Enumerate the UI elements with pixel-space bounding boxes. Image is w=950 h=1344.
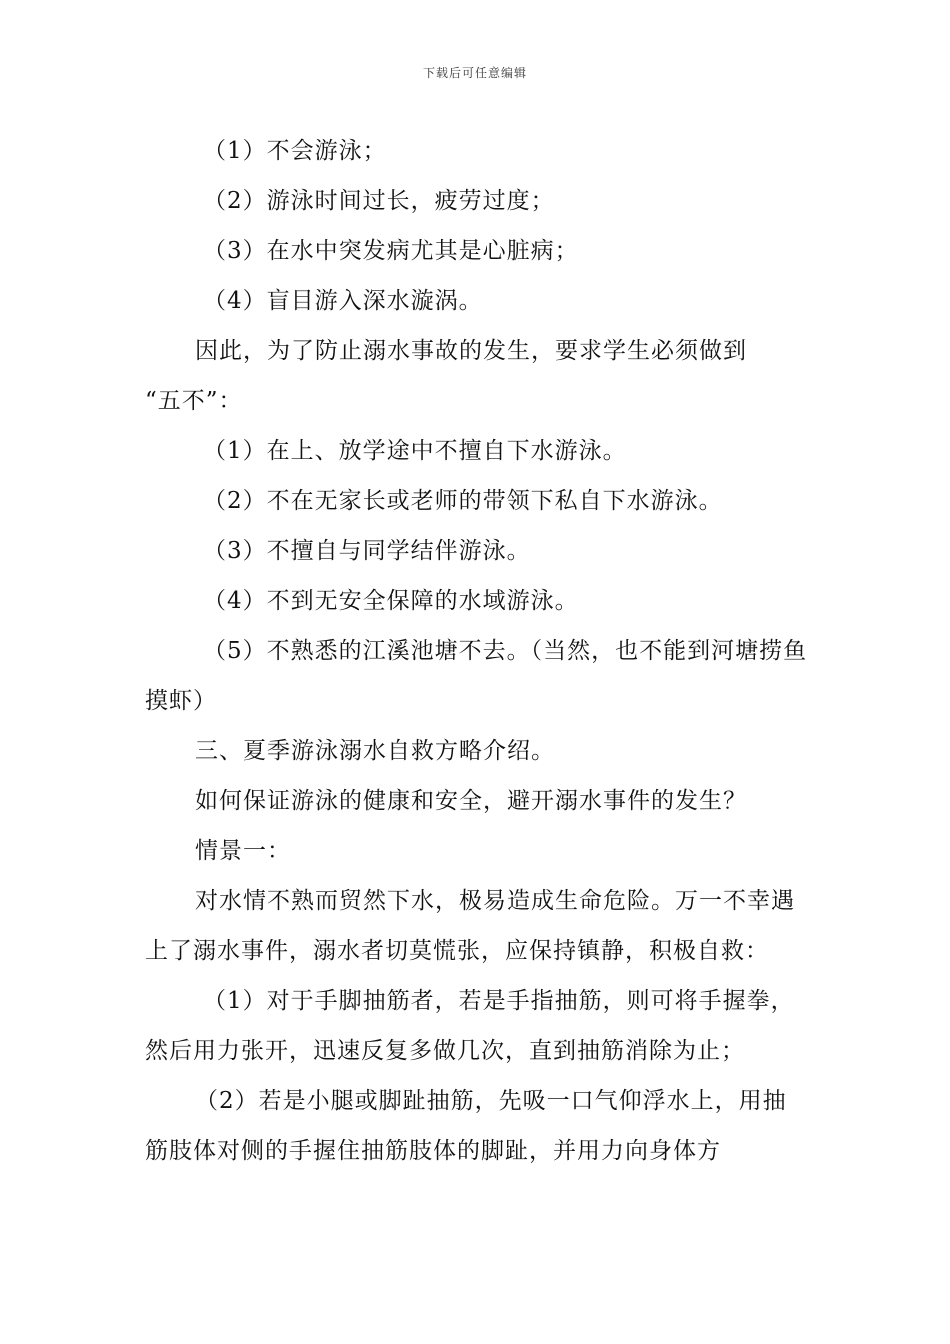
rule-item-1: （1）在上、放学途中不擅自下水游泳。 — [203, 438, 627, 464]
rule-item-5: （5）不熟悉的江溪池塘不去。（当然，也不能到河塘捞鱼摸虾） — [145, 638, 808, 714]
section-three-heading: 三、夏季游泳溺水自救方略介绍。 — [195, 738, 555, 764]
five-nots-heading: “五不”： — [145, 388, 243, 414]
selfrescue-item-1: （1）对于手脚抽筋者，若是手指抽筋，则可将手握拳，然后用力张开，迅速反复多做几次，直到抽筋消除为止； — [145, 988, 795, 1064]
therefore-paragraph: 因此，为了防止溺水事故的发生，要求学生必须做到 — [195, 338, 747, 364]
cause-item-1: （1）不会游泳； — [203, 138, 387, 164]
cause-item-2: （2）游泳时间过长，疲劳过度； — [203, 188, 555, 214]
question-paragraph: 如何保证游泳的健康和安全，避开溺水事件的发生？ — [195, 788, 747, 814]
rule-item-2: （2）不在无家长或老师的带领下私自下水游泳。 — [203, 488, 723, 514]
cause-item-4: （4）盲目游入深水漩涡。 — [203, 288, 483, 314]
document-body — [145, 126, 810, 1176]
scenario-one-heading: 情景一： — [195, 838, 291, 864]
page-header: 下载后可任意编辑 — [422, 66, 527, 80]
rule-item-4: （4）不到无安全保障的水域游泳。 — [203, 588, 579, 614]
scenario-one-paragraph: 对水情不熟而贸然下水，极易造成生命危险。万一不幸遇上了溺水事件，溺水者切莫慌张，应保持镇静，积极自救： — [145, 888, 795, 964]
rule-item-3: （3）不擅自与同学结伴游泳。 — [203, 538, 531, 564]
cause-item-3: （3）在水中突发病尤其是心脏病； — [203, 238, 579, 264]
selfrescue-item-2: （2）若是小腿或脚趾抽筋，先吸一口气仰浮水上，用抽筋肢体对侧的手握住抽筋肢体的脚趾，并用力向身体方 — [145, 1088, 787, 1164]
